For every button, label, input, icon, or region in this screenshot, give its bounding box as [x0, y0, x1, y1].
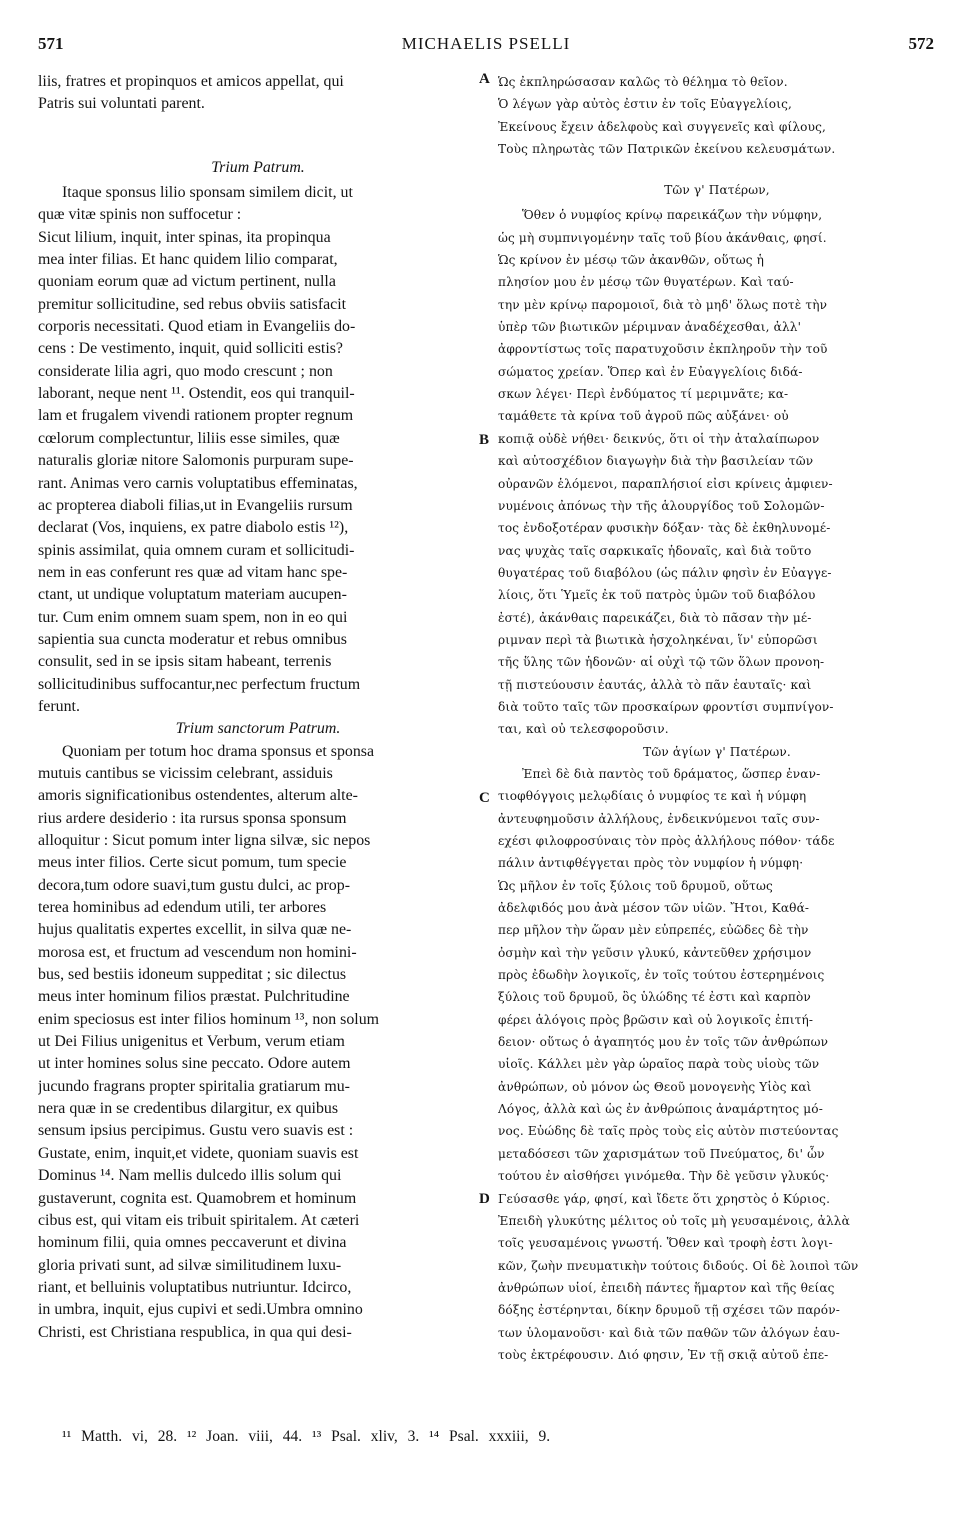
- greek-text-line: την μὲν κρίνῳ παρομοιοῖ, διὰ τὸ μηδ' ὅλως ποτὲ τὴν: [498, 297, 828, 312]
- greek-text-line: Ὁ λέγων γὰρ αὐτὸς ἐστιν ἐν τοῖς Εὐαγγελίοις,: [498, 97, 793, 112]
- latin-text-line: enim speciosus est inter filios hominum ¹³, non solum: [38, 1010, 380, 1028]
- running-title: MICHAELIS PSELLI: [401, 34, 571, 53]
- greek-text-line: τοὺς ἐκτρέφουσιν. Διό φησιν, Ἐν τῇ σκιᾷ αὐτοῦ ἐπε-: [498, 1347, 829, 1362]
- greek-text-line: ξύλοις τοῦ δρυμοῦ, ὃς ὑλώδης τέ ἐστι καὶ καρπὸν: [498, 990, 811, 1005]
- latin-text-line: cibus est, qui vitam eis tribuit spiritalem. At cæteri: [38, 1211, 360, 1229]
- greek-text-line: τιοφθόγγοις μελῳδίαις ὁ νυμφίος τε καὶ ἡ νύμφη: [498, 789, 807, 804]
- greek-text-line: σκων λέγει· Περὶ ἐνδύματος τί μεριμνᾶτε; κα-: [498, 387, 789, 402]
- greek-text-line: τος ἐνδοξοτέραν φυσικὴν δόξαν· τὰς δὲ ἐκθηλυνομέ-: [498, 521, 831, 536]
- greek-text-line: ἀνθρώπων υἱοί, ἐπειδὴ πάντες ἥμαρτον καὶ τῆς θείας: [498, 1280, 835, 1295]
- latin-text-line: sapientia sua cuncta moderatur et rebus omnibus: [38, 630, 347, 648]
- latin-text-line: morosa est, et fructum ad vescendum non homini-: [38, 943, 357, 961]
- latin-text-line: tur. Cum enim omnem suam spem, non in eo qui: [38, 608, 348, 626]
- latin-text-line: naturalis gloriæ nitore Salomonis purpuram supe-: [38, 452, 354, 470]
- latin-text-line: Dominus ¹⁴. Nam mellis dulcedo illis solum qui: [38, 1167, 342, 1185]
- latin-text-line: in umbra, inquit, ejus cupivi et sedi.Umbra omnino: [38, 1301, 363, 1319]
- page-header: [38, 34, 934, 58]
- latin-text-line: meus inter hominum filios præstat. Pulchritudine: [38, 988, 350, 1006]
- greek-text-line: ταμάθετε τὰ κρίνα τοῦ ἀγροῦ πῶς αὐξάνει· οὐ: [498, 409, 789, 424]
- latin-text-line: quoniam eorum quæ ad victum pertinent, nulla: [38, 273, 336, 291]
- greek-text-line: ἀδελφιδός μου ἀνὰ μέσον τῶν υἱῶν. Ἤτοι, Καθά-: [498, 901, 810, 916]
- greek-text-line: ἀντευφημοῦσιν ἀλλήλους, ἐνδεικνύμενοι ταῖς συν-: [498, 811, 820, 826]
- latin-text-line: ferunt.: [38, 697, 80, 715]
- greek-text-line: ὡς μὴ συμπνιγομένην ταῖς τοῦ βίου ἀκάνθαις, φησί.: [498, 230, 827, 245]
- greek-text-line: των ὑλομανοῦσι· καὶ διὰ τῶν παθῶν τῶν ἀλόγων ἑαυ-: [498, 1325, 840, 1340]
- latin-text-line: rius ardere desiderio : ita rursus sponsa sponsum: [38, 809, 347, 827]
- greek-text-line: ἐστέ), ἀκάνθαις παρεικάζει, διὰ τὸ πᾶσαν τὴν μέ-: [498, 610, 812, 625]
- greek-text-line: λίοις, ὅτι Ὑμεῖς ἐκ τοῦ πατρὸς ὑμῶν τοῦ διαβόλου: [498, 588, 816, 603]
- latin-text-line: ac propterea diaboli filias,ut in Evangeliis rursum: [38, 496, 353, 514]
- margin-letter-b: B: [479, 432, 490, 448]
- latin-text-line: riant, et belluinis voluptatibus nutriuntur. Idcirco,: [38, 1278, 352, 1296]
- latin-text-line: considerate lilia agri, quo modo crescunt ; non: [38, 362, 333, 380]
- latin-text-line: bus, sed bestiis idoneum suppeditat ; sic dilectus: [38, 966, 347, 984]
- latin-column: [38, 71, 478, 1344]
- latin-text-line: Gustate, enim, inquit,et videte, quoniam suavis est: [38, 1144, 359, 1162]
- greek-text-line: νας ψυχὰς ταῖς σαρκικαῖς ἡδοναῖς, καὶ διὰ τοῦτο: [498, 543, 812, 558]
- greek-text-line: Ὡς ἐκπληρώσασαν καλῶς τὸ θέλημα τὸ θεῖον.: [498, 75, 788, 89]
- latin-text-line: amoris significationibus ostendentes, alterum alte-: [38, 787, 358, 805]
- greek-text-line: οὐρανῶν ἑλόμενοι, παραπλήσιοί εἰσι κρίνεις ἀμφιεν-: [498, 476, 833, 491]
- margin-letter-a: A: [479, 71, 490, 87]
- latin-text-line: cens : De vestimento, inquit, quid solliciti estis?: [38, 340, 343, 358]
- latin-text-line: sollicitudinibus suffocantur,nec perfectum fructum: [38, 675, 361, 693]
- greek-text-line: εχέσι φιλοφροσύναις τὸν πρὸς ἀλλήλους πόθον· τάδε: [498, 834, 835, 848]
- greek-text-line: κοπιᾷ οὐδὲ νήθει· δεικνύς, ὅτι οἱ τὴν ἀταλαίπωρον: [498, 431, 820, 446]
- latin-text-line: Patris sui voluntati parent.: [38, 95, 205, 113]
- greek-column: [498, 71, 936, 1366]
- latin-text-line: terea hominibus ad edendum utili, ter arbores: [38, 899, 327, 917]
- latin-text-line: mea inter filias. Et hanc quidem lilio comparat,: [38, 251, 338, 269]
- greek-text-line: Λόγος, ἀλλὰ καὶ ὡς ἐν ἀνθρώποις ἀναμάρτητος μό-: [498, 1102, 823, 1117]
- greek-text-line: Ἐπειδὴ γλυκύτης μέλιτος οὐ τοῖς μὴ γευσαμένοις, ἀλλὰ: [498, 1213, 850, 1228]
- latin-text-line: Christi, est Christiana respublica, in qua qui desi-: [38, 1323, 352, 1341]
- latin-text-line: meus inter filios. Certe sicut pomum, tum specie: [38, 854, 347, 872]
- greek-text-line: ὀσμὴν καὶ τὴν γεῦσιν γλυκύ, κἀντεῦθεν χρήσιμον: [498, 945, 812, 960]
- margin-letter-d: D: [479, 1191, 490, 1207]
- latin-text-line: mutuis cantibus se vicissim celebrant, assiduis: [38, 764, 333, 782]
- latin-text-line: Sicut lilium, inquit, inter spinas, ita propinqua: [38, 228, 331, 246]
- latin-text-line: Itaque sponsus lilio sponsam similem dicit, ut: [62, 184, 353, 202]
- greek-text-line: διὰ τοῦτο ταῖς τῶν προσκαίρων φροντίσι συμπνίγον-: [498, 699, 834, 714]
- latin-text-line: Quoniam per totum hoc drama sponsus et sponsa: [62, 742, 375, 760]
- latin-text-line: sensum ipsius percipimus. Gustu vero suavis est :: [38, 1122, 354, 1140]
- greek-text-line: Γεύσασθε γάρ, φησί, καὶ ἴδετε ὅτι χρηστὸς ὁ Κύριος.: [498, 1191, 831, 1206]
- latin-text-line: premitur sollicitudine, sed rebus obviis satisfacit: [38, 295, 347, 313]
- page-number-right: 572: [908, 34, 934, 53]
- latin-text-line: liis, fratres et propinquos et amicos appellat, qui: [38, 73, 344, 90]
- section-heading: Trium sanctorum Patrum.: [175, 720, 341, 738]
- latin-text-line: alloquitur : Sicut pomum inter ligna silvæ, sic nepos: [38, 832, 371, 849]
- greek-text-line: πλησίον μου ἐν μέσῳ τῶν θυγατέρων. Καὶ ταύ-: [498, 275, 794, 290]
- latin-text-line: consulit, sed in se ipsis sitam habeant, terrenis: [38, 653, 332, 671]
- latin-text-line: rant. Animas vero carnis voluptatibus effeminatas,: [38, 474, 358, 492]
- latin-text-line: [38, 116, 478, 138]
- greek-text-line: μεταδόσεσι τῶν χαρισμάτων τοῦ Πνεύματος, δι' ὧν: [498, 1146, 825, 1161]
- greek-text-line: ριμναν περὶ τὰ βιωτικὰ ἠσχοληκέναι, ἵν' εὐπορῶσι: [498, 632, 818, 647]
- greek-text-line: Ἐκείνους ἔχειν ἀδελφοὺς καὶ συγγενεῖς καὶ φίλους,: [498, 119, 827, 134]
- greek-text-line: Ὡς κρίνον ἐν μέσῳ τῶν ἀκανθῶν, οὕτως ἡ: [498, 253, 765, 268]
- latin-text-line: cœlorum complectuntur, liliis esse similes, quæ: [38, 429, 340, 447]
- greek-text-line: ἀνθρώπων, οὐ μόνον ὡς Θεοῦ μονογενὴς Υἱὸς καὶ: [498, 1079, 812, 1094]
- latin-text-line: decora,tum odore suavi,tum gustu dulci, ac prop-: [38, 876, 350, 894]
- greek-text-line: δόξης ἐστέρηνται, δίκην δρυμοῦ τῇ σχέσει τῶν παρόν-: [498, 1303, 840, 1318]
- greek-text-line: Ὅθεν ὁ νυμφίος κρίνῳ παρεικάζων τὴν νύμφην,: [522, 208, 823, 223]
- latin-text-line: nem in eas conferunt res quæ ad vitam hanc spe-: [38, 563, 348, 581]
- footnotes: ¹¹ Matth. vi, 28. ¹² Joan. viii, 44. ¹³ Psal. xliv, 3. ¹⁴ Psal. xxxiii, 9.: [62, 1428, 551, 1445]
- latin-text-line: corporis necessitati. Quod etiam in Evangeliis do-: [38, 318, 356, 336]
- latin-text-line: ctant, ut undique voluptatum materiam aucupen-: [38, 586, 347, 604]
- latin-text-line: declarat (Vos, inquiens, ex patre diabolo estis ¹²),: [38, 519, 349, 537]
- latin-text-line: lam et frugalem vivendi rationem propter regnum: [38, 407, 354, 425]
- greek-text-line: θυγατέρας τοῦ διαβόλου (ὡς πάλιν φησὶν ἐν Εὐαγγε-: [498, 565, 832, 580]
- greek-text-line: Ὡς μῆλον ἐν τοῖς ξύλοις τοῦ δρυμοῦ, οὕτως: [498, 878, 773, 893]
- greek-text-line: τῆς ὕλης τῶν ἡδονῶν· αἱ οὐχὶ τῷ τῶν ὅλων προνοη-: [498, 655, 825, 670]
- greek-text-line: νυμένοις ἀπόνως τὴν τῆς ἁλουργίδος τοῦ Σολομῶν-: [498, 498, 825, 513]
- greek-text-line: δειον· οὕτως ὁ ἀγαπητός μου ἐν τοῖς τῶν ἀνθρώπων: [498, 1035, 829, 1050]
- latin-text-line: ut Dei Filius unigenitus et Verbum, verum etiam: [38, 1033, 345, 1051]
- latin-text-line: spinis assimilat, quia omnem curam et sollicitudi-: [38, 541, 355, 559]
- latin-text-line: gustaverunt, cognita est. Quamobrem et hominum: [38, 1189, 357, 1207]
- greek-text-line: τούτου ἐν αἰσθήσει γινόμεθα. Τὴν δὲ γεῦσιν γλυκύς·: [498, 1169, 830, 1184]
- greek-text-line: ἀφροντίστως τοῖς παρατυχοῦσιν ἐκπληροῦν τὴν τοῦ: [498, 342, 828, 357]
- section-heading: Τῶν γ' Πατέρων,: [664, 183, 770, 198]
- latin-text-line: laborant, neque nent ¹¹. Ostendit, eos qui tranquil-: [38, 385, 355, 403]
- greek-text-line: ὑπὲρ τῶν βιωτικῶν μέριμναν ἀναδέχεσθαι, ἀλλ': [498, 320, 802, 335]
- greek-text-line: Τοὺς πληρωτὰς τῶν Πατρικῶν ἐκείνου κελευσμάτων.: [498, 142, 836, 157]
- greek-text-line: καὶ αὐτοσχέδιον διαγωγὴν διὰ τὴν βασιλείαν τῶν: [498, 454, 814, 469]
- latin-text-line: nera quæ in se credentibus dilargitur, ex quibus: [38, 1100, 339, 1118]
- margin-letter-c: C: [479, 790, 490, 806]
- greek-text-line: φέρει ἀλόγοις πρὸς βρῶσιν καὶ οὐ λογικοῖς ἐπιτή-: [498, 1012, 814, 1027]
- page-number-left: 571: [38, 34, 64, 53]
- greek-text-line: πάλιν ἀντιφθέγγεται πρὸς τὸν νυμφίον ἡ νύμφη·: [498, 856, 804, 871]
- latin-text-line: jucundo fragrans propter spiritalia gratiarum mu-: [38, 1077, 350, 1095]
- latin-text-line: gloria privati sunt, ad silvæ similitudinem luxu-: [38, 1256, 342, 1274]
- greek-text-line: τοῖς γευσαμένοις γνωστή. Ὅθεν καὶ τροφὴ ἐστι λογι-: [498, 1236, 833, 1251]
- greek-text-line: κῶν, ζωὴν πνευματικὴν τούτοις διδούς. Οἱ δὲ λοιποὶ τῶν: [498, 1258, 859, 1273]
- greek-text-line: πρὸς ἐδωδὴν λογικοῖς, ἐν τοῖς τούτου ἐστερημένοις: [498, 968, 825, 983]
- greek-text-line: περ μῆλον τὴν ὥραν μὲν εὐπρεπές, εὐῶδες δὲ τὴν: [498, 923, 809, 938]
- latin-text-line: hominum filii, quia omnes peccaverunt et divina: [38, 1234, 347, 1252]
- section-heading: Trium Patrum.: [211, 159, 305, 177]
- section-heading: Τῶν ἁγίων γ' Πατέρων.: [643, 744, 791, 759]
- latin-text-line: quæ vitæ spinis non suffocetur :: [38, 206, 242, 224]
- greek-text-line: Ἐπεὶ δὲ διὰ παντὸς τοῦ δράματος, ὥσπερ ἐναν-: [522, 766, 821, 781]
- greek-text-line: σώματος χρείαν. Ὅπερ καὶ ἐν Εὐαγγελίοις διδά-: [498, 364, 803, 379]
- greek-text-line: νος. Εὐώδης δὲ ταῖς πρὸς τοὺς εἰς αὐτὸν πιστεύοντας: [498, 1124, 839, 1139]
- latin-text-line: hujus qualitatis expertes excellit, in silva quæ ne-: [38, 921, 352, 939]
- latin-text-line: ut inter homines solus sine peccato. Odore autem: [38, 1055, 351, 1073]
- greek-text-line: ται, καὶ οὐ τελεσφοροῦσιν.: [498, 722, 669, 737]
- greek-text-line: τῇ πιστεύουσιν ἑαυτάς, ἀλλὰ τὸ πᾶν ἑαυταῖς· καὶ: [498, 677, 812, 692]
- greek-text-line: υἱοῖς. Κάλλει μὲν γὰρ ὡραῖος παρὰ τοὺς υἱοὺς τῶν: [498, 1057, 820, 1072]
